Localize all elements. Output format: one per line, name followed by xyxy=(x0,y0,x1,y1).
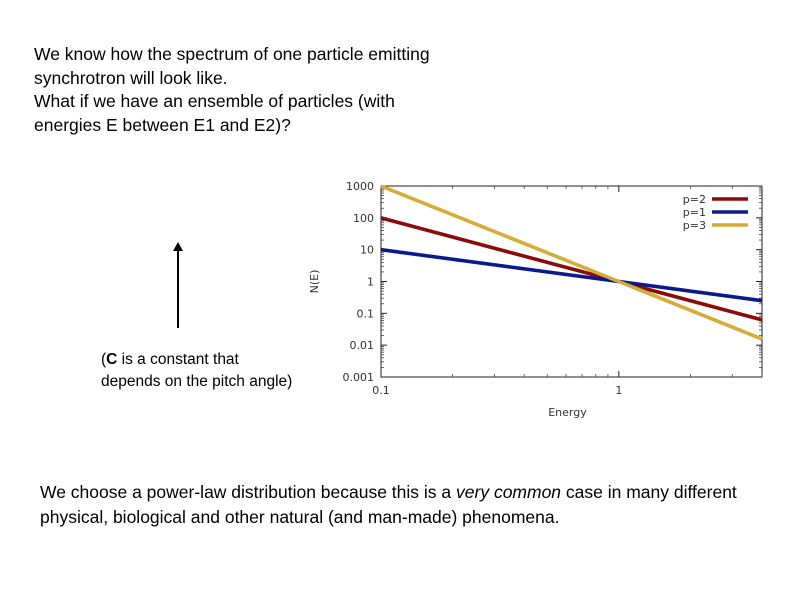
legend-label: p=3 xyxy=(682,219,706,232)
y-tick-label: 0.1 xyxy=(356,307,374,321)
power-law-chart xyxy=(300,172,780,432)
x-tick-label: 1 xyxy=(615,384,623,397)
constant-symbol: C xyxy=(106,351,118,368)
bottom-text xyxy=(40,480,740,529)
y-tick-label: 0.01 xyxy=(349,339,374,353)
bottom-text-part-1: We choose a power-law distribution because this is a xyxy=(40,482,457,502)
x-tick-label: 0.1 xyxy=(372,384,390,397)
note-open-paren: ( xyxy=(101,351,107,368)
intro-text xyxy=(34,43,554,137)
up-arrow-icon xyxy=(168,242,188,330)
y-tick-label: 0.001 xyxy=(342,371,374,384)
y-axis-label: N(E) xyxy=(308,269,321,294)
y-tick-label: 1000 xyxy=(346,180,374,193)
intro-line-4: energies E between E1 and E2)? xyxy=(34,114,291,135)
legend xyxy=(683,193,748,232)
constant-note xyxy=(101,349,326,393)
legend-label: p=1 xyxy=(682,206,706,219)
series-line-p1 xyxy=(381,250,762,301)
bottom-text-part-2: case in many different physical, biological and other natural (and man-made) phenomena. xyxy=(40,482,737,527)
intro-line-2: synchrotron will look like. xyxy=(34,67,228,88)
intro-line-1: We know how the spectrum of one particle emitting xyxy=(34,44,430,64)
x-axis-label: Energy xyxy=(548,406,587,419)
note-line-1-rest: is a constant that xyxy=(117,351,239,368)
note-line-2: depends on the pitch angle) xyxy=(101,373,293,390)
note-line-1 xyxy=(101,349,326,371)
y-tick-label: 10 xyxy=(360,243,374,257)
y-tick-label: 100 xyxy=(353,211,374,225)
y-tick-label: 1 xyxy=(367,275,374,289)
bottom-text-emphasis: very common xyxy=(456,482,562,502)
series-line-p2 xyxy=(381,218,762,320)
legend-label: p=2 xyxy=(682,193,706,206)
intro-line-3: What if we have an ensemble of particles (with xyxy=(34,91,395,111)
